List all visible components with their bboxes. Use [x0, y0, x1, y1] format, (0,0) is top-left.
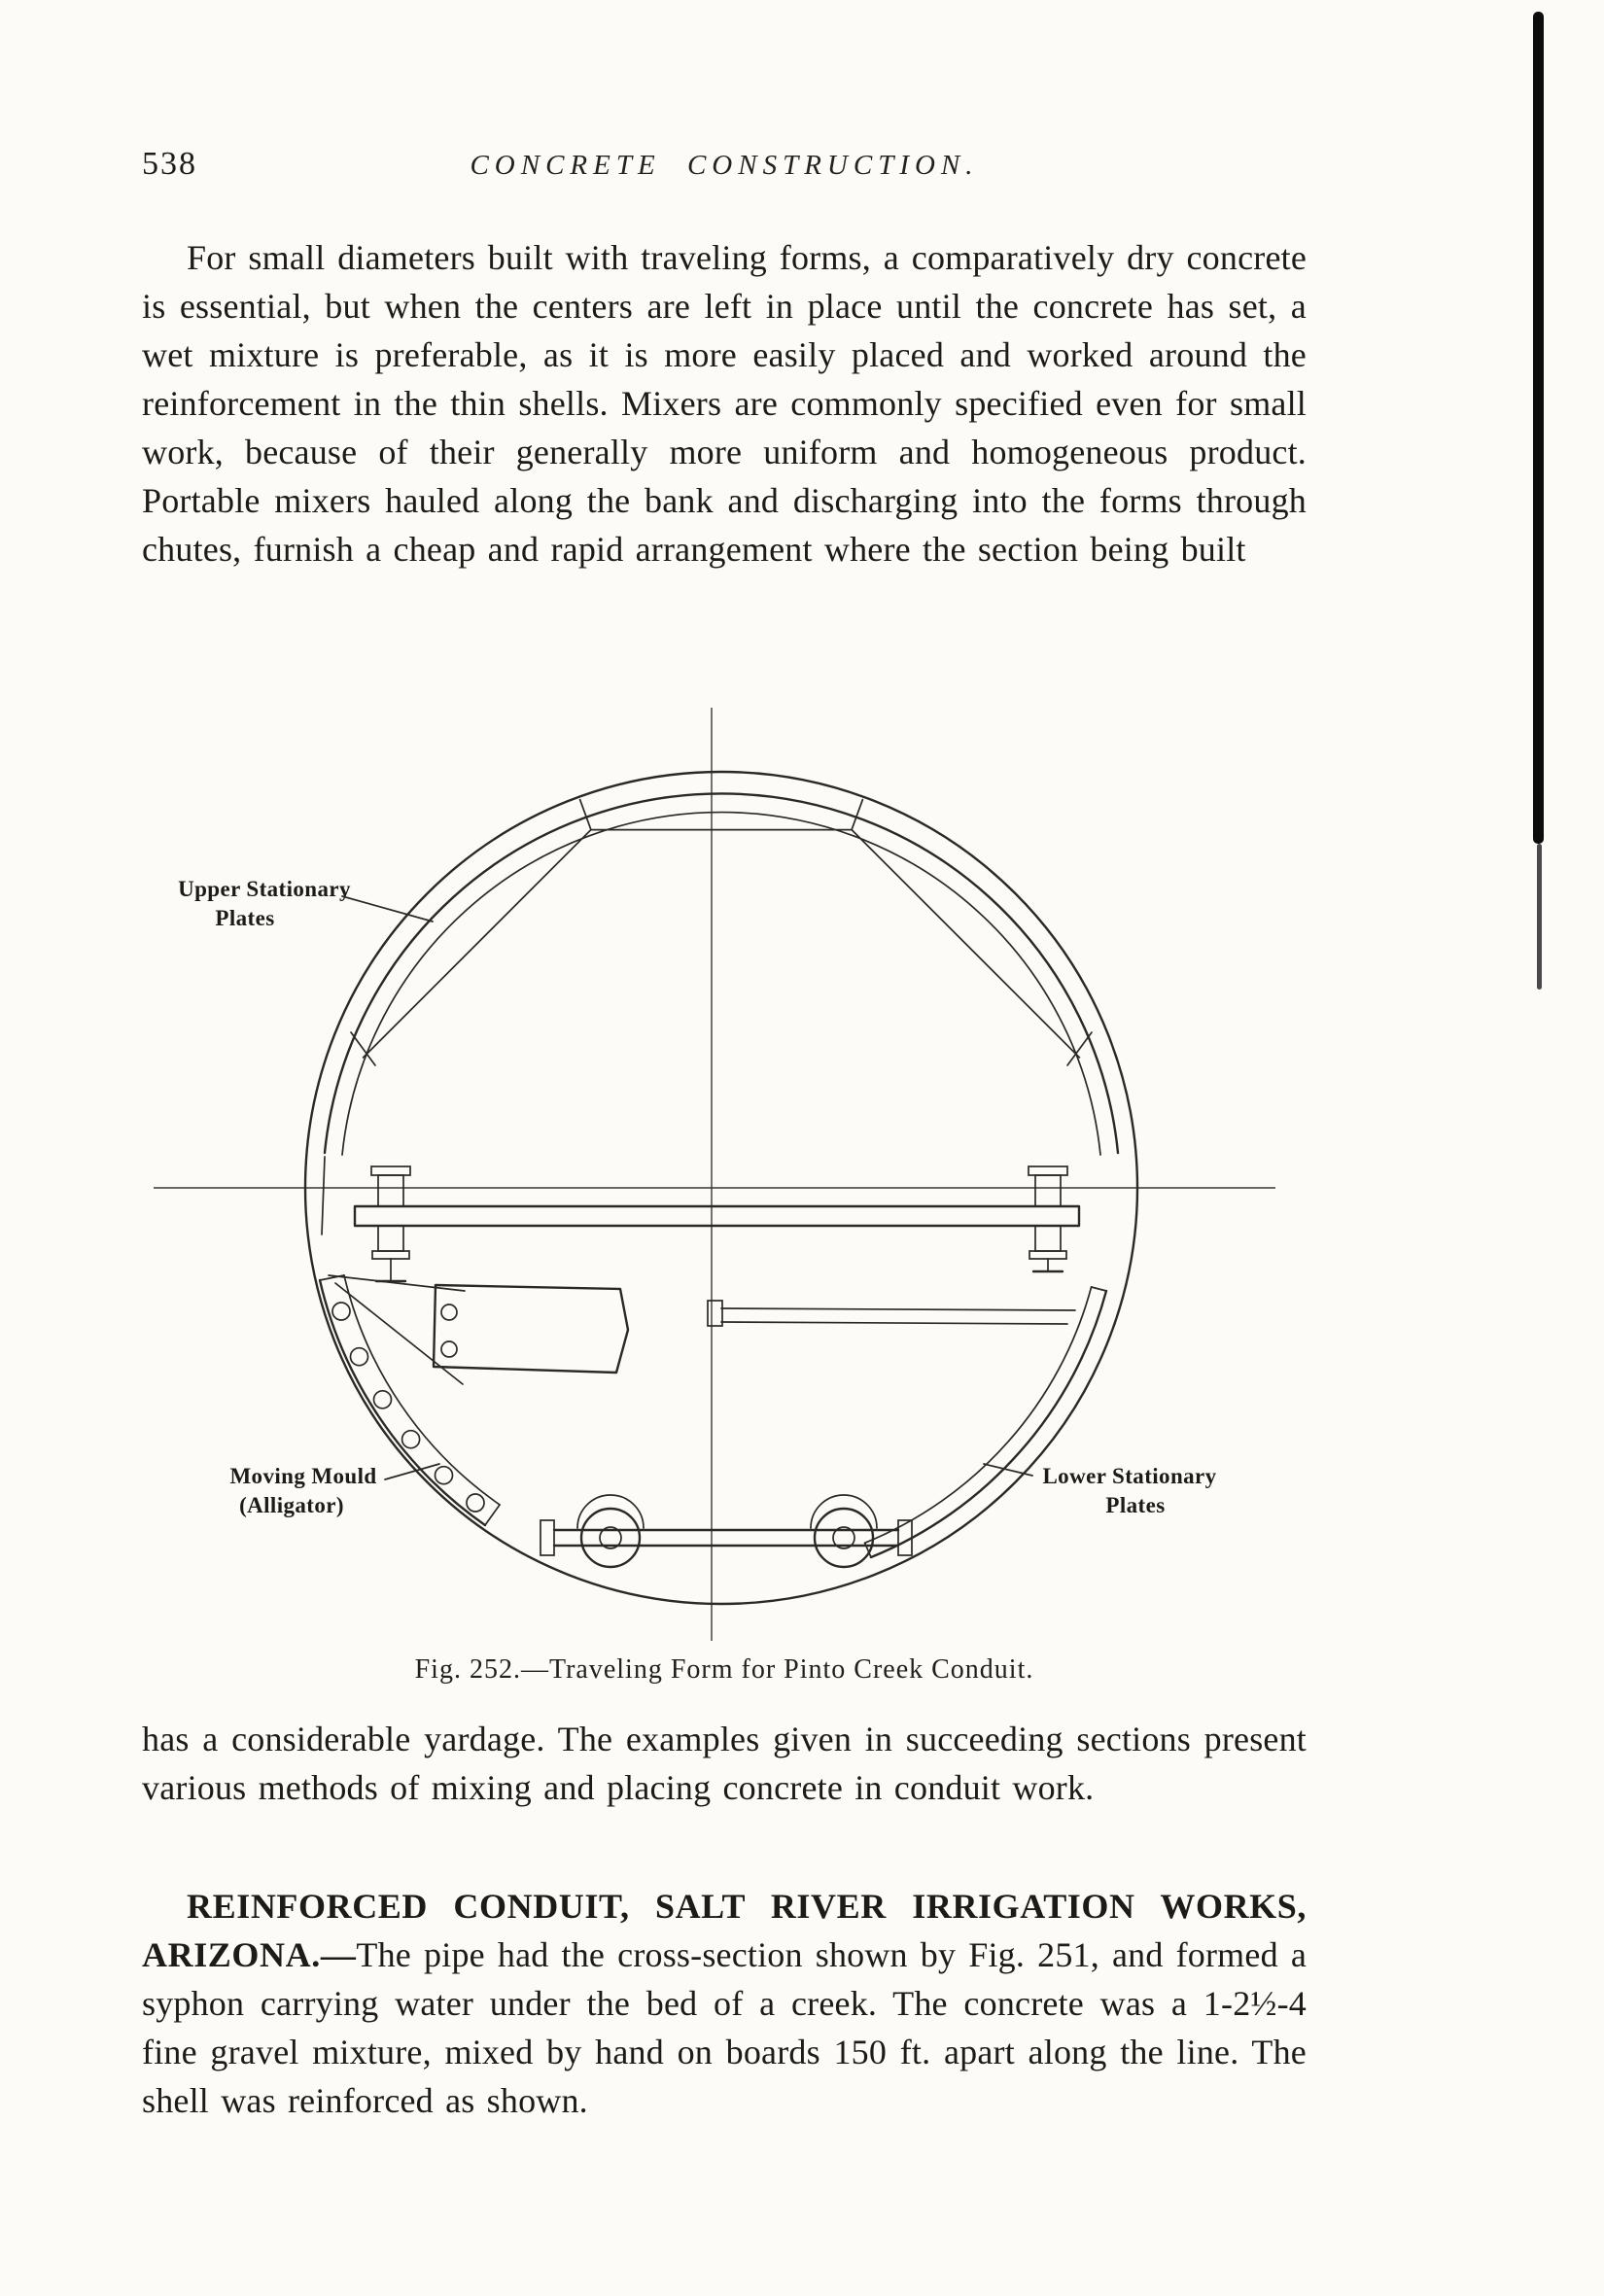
label-upper-line2: Plates	[215, 906, 275, 930]
paragraph-3-text: The pipe had the cross-section shown by Fig. 251, and formed a syphon carrying water under the bed of a creek. The concrete was a 1-2½-4 fine gravel mixture, mixed by hand on boards 150 ft. apart along the line. The shell was reinforced as shown.	[142, 1935, 1307, 2120]
running-title: CONCRETE CONSTRUCTION.	[470, 150, 979, 181]
jack-left	[371, 1166, 410, 1281]
bottom-roller-carriage	[540, 1495, 912, 1567]
paragraph-1: For small diameters built with traveling forms, a comparatively dry concrete is essential, but when the centers are left in place until the concrete has set, a wet mixture is preferable, as it is more easily placed and worked around the reinforcement in the thin shells. Mixers are commonly specified even for small work, because of their generally more uniform and homogeneous product. Portable mixers hauled along the bank and discharging into the forms through chutes, furnish a cheap and rapid arrangement where the section being built	[142, 238, 1307, 569]
label-lower-stationary-plates	[984, 1464, 1217, 1517]
page-number: 538	[142, 146, 197, 182]
leader-upper	[342, 896, 433, 922]
label-moving-line2: (Alligator)	[239, 1493, 344, 1517]
lower-stationary-plates	[708, 1287, 1106, 1557]
figure-252	[0, 680, 1604, 1652]
figure-caption: Fig. 252.—Traveling Form for Pinto Creek Conduit.	[414, 1654, 1034, 1685]
conduit-cross-section-diagram	[0, 680, 1604, 1652]
label-moving-mould	[229, 1464, 439, 1517]
paragraph-2: has a considerable yardage. The examples given in succeeding sections present various methods of mixing and placing concrete in conduit work.	[142, 1720, 1307, 1807]
label-moving-line1: Moving Mould	[229, 1464, 377, 1488]
label-lower-line1: Lower Stationary	[1042, 1464, 1217, 1488]
label-upper-stationary-plates	[178, 877, 433, 930]
jack-right	[1029, 1166, 1067, 1271]
paragraph-3	[142, 1882, 1307, 2125]
section-heading: REINFORCED CONDUIT, SALT RIVER IRRIGATION WORKS, ARIZONA.—	[142, 1887, 1307, 1974]
label-lower-line2: Plates	[1105, 1493, 1166, 1517]
label-upper-line1: Upper Stationary	[178, 877, 351, 901]
upper-stationary-plates	[322, 793, 1118, 1235]
traveling-beam	[355, 1206, 1079, 1226]
